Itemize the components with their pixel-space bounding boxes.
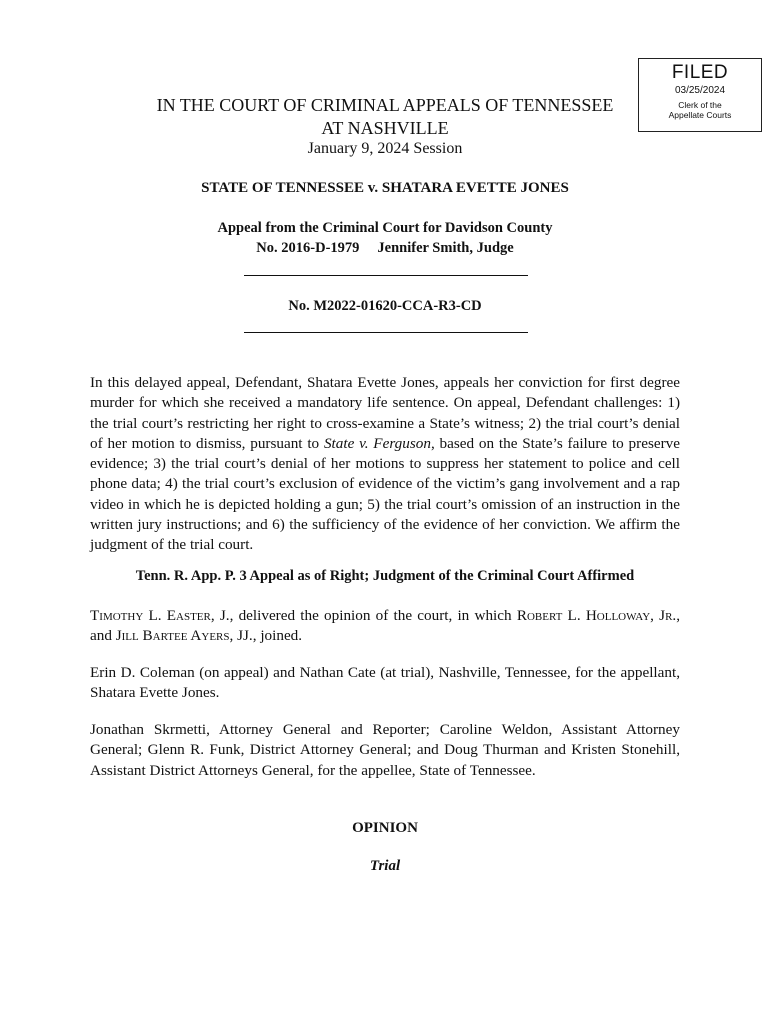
trial-docket-line [0,240,770,257]
filed-date: 03/25/2024 [674,85,726,96]
joining-judge-1: Robert L. Holloway, Jr. [516,607,677,624]
joining-judge-2: Jill Bartee Ayers, JJ. [115,627,253,645]
appellant-counsel: Erin D. Coleman (on appeal) and Nathan Cate (at trial), Nashville, Tennessee, for the appellant, Shatara Evette Jones. [90,664,680,702]
authorship-text-2: , and [90,607,680,645]
summary-text-2: , based on the State’s failure to preserve evidence; 3) the trial court’s denial of her motions to suppress her statement to police and cell phone data; 4) the trial court’s exclusion of evidence of the victim’s gang involvement and a rap video in which he is depicted holding a gun; 5) the trial court’s omission of an instruction in the written jury instructions; and 6) the sufficiency of the evidence of her conviction. We affirm the judgment of the trial court. [90,434,680,554]
appeal-origin: Appeal from the Criminal Court for Davidson County [217,220,553,236]
clerk-line-1: Clerk of the [678,100,722,110]
clerk-line-2: Appellate Courts [668,110,732,120]
divider-bottom [244,332,528,333]
authorship-paragraph [90,606,680,647]
trial-heading: Trial [369,858,401,874]
case-summary [90,373,680,556]
court-location: AT NASHVILLE [321,118,449,138]
appellate-docket-number: No. M2022-01620-CCA-R3-CD [288,298,482,314]
opinion-heading: OPINION [352,820,418,836]
trial-docket-number: No. 2016-D-1979 [256,240,360,256]
appellee-counsel: Jonathan Skrmetti, Attorney General and Reporter; Caroline Weldon, Assistant Attorney General; Glenn R. Funk, District Attorney General; and Doug Thurman and Kristen Stonehill, Assistant District Attorneys General, for the appellee, State of Tennessee. [90,721,680,779]
authorship-text-3: , joined. [252,627,303,645]
divider-top [244,275,528,276]
court-name: IN THE COURT OF CRIMINAL APPEALS OF TENNESSEE [156,95,614,115]
case-caption: STATE OF TENNESSEE v. SHATARA EVETTE JONES [201,180,569,196]
summary-case-citation: State v. Ferguson [323,434,431,452]
session-date: January 9, 2024 Session [307,140,463,157]
authorship-text-1: , delivered the opinion of the court, in which [229,607,517,624]
filed-label: FILED [671,62,729,83]
authoring-judge: Timothy L. Easter, J. [90,607,230,624]
holding-line: Tenn. R. App. P. 3 Appeal as of Right; Judgment of the Criminal Court Affirmed [135,568,635,584]
summary-text-1: In this delayed appeal, Defendant, Shatara Evette Jones, appeals her conviction for first degree murder for which she received a mandatory life sentence. On appeal, Defendant challenges: 1) the trial court’s restricting her right to cross-examine a State’s witness; 2) the trial court’s denial of her motion to dismiss, pursuant to [90,374,680,452]
trial-judge: Jennifer Smith, Judge [377,240,514,256]
